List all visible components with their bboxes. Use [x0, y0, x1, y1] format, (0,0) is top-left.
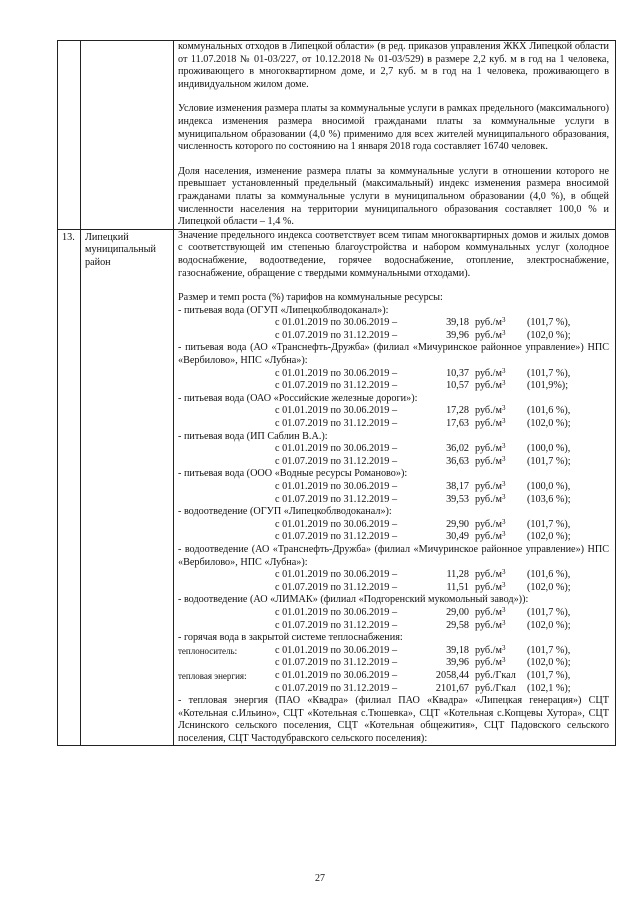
- tariff-value: 39,18: [446, 644, 469, 656]
- tariff-growth-percent: (101,7 %),: [527, 367, 571, 379]
- tariff-group-title: - питьевая вода (ОАО «Российские железные дороги»):: [178, 392, 418, 404]
- tariff-value: 11,51: [446, 581, 469, 593]
- tariff-unit-text: руб./м: [475, 619, 502, 631]
- tariff-period: с 01.01.2019 по 30.06.2019 –: [275, 606, 398, 618]
- tariff-unit: [475, 380, 505, 393]
- paragraph: Значение предельного индекса соответствует всем типам многоквартирных домов и жилых домов с соответствующей им степенью благоустройства и набором коммунальных услуг (холодное водоснабжение, водоотведение, горячее водоснабжение, отопление, электроснабжение, газоснабжение, обращение с твердыми коммунальными отходами).: [178, 229, 609, 279]
- tariff-period: с 01.07.2019 по 31.12.2019 –: [275, 581, 398, 593]
- tariff-value: 17,63: [446, 418, 469, 430]
- tariff-unit-text: руб./м: [475, 569, 502, 581]
- tariff-period: с 01.07.2019 по 31.12.2019 –: [275, 493, 398, 505]
- tariff-line: [178, 380, 609, 393]
- tariff-period: с 01.07.2019 по 31.12.2019 –: [275, 380, 398, 392]
- tariff-growth-percent: (100,0 %),: [527, 443, 571, 455]
- tariff-group-title: - горячая вода в закрытой системе теплоснабжения:: [178, 632, 403, 644]
- tariff-unit-exponent: 3: [501, 404, 506, 413]
- tariff-growth-percent: (101,7 %),: [527, 518, 571, 530]
- tariff-unit-exponent: 3: [501, 517, 506, 526]
- tariff-growth-percent: (102,0 %);: [527, 657, 571, 669]
- tariff-line-label: теплоноситель:: [178, 645, 238, 656]
- tariff-unit: [475, 645, 505, 658]
- tariff-unit-exponent: 3: [501, 568, 506, 577]
- tariff-growth-percent: (101,9%);: [527, 380, 569, 392]
- tariff-line: [178, 494, 609, 507]
- tariff-unit: [475, 418, 505, 431]
- page-number: 27: [315, 873, 325, 884]
- tariff-unit-exponent: 3: [501, 316, 506, 325]
- tariff-growth-percent: (102,0 %);: [527, 531, 571, 543]
- tariff-line: [178, 330, 609, 343]
- tariff-unit-exponent: 3: [501, 530, 506, 539]
- tariff-group-title: - питьевая вода (ООО «Водные ресурсы Романово»):: [178, 468, 408, 480]
- tariff-unit-exponent: 3: [501, 328, 506, 337]
- tariff-growth-percent: (102,0 %);: [527, 418, 571, 430]
- tariff-value: 29,90: [446, 518, 469, 530]
- tariff-unit-text: руб./м: [475, 380, 502, 392]
- tariff-unit: [475, 368, 505, 381]
- tariff-unit-exponent: 3: [501, 618, 506, 627]
- tariff-line: [178, 519, 609, 532]
- tariff-line: [178, 683, 609, 696]
- municipality-cell: [81, 41, 174, 230]
- tariff-unit: [475, 481, 505, 494]
- tariff-value: 38,17: [446, 481, 469, 492]
- tariff-unit-text: руб./м: [475, 606, 502, 618]
- tariff-value: 2101,67: [435, 682, 469, 694]
- paragraph: коммунальных отходов в Липецкой области» (в ред. приказов управления ЖКХ Липецкой области от 11.07.2018 № 01-03/227, от 10.12.2018 № 01-03/529) в размере 2,2 куб. м в год на 1 человека, проживающего в многоквартирном доме, и 2,7 куб. м в год на 1 человека, проживающего в индивидуальном жилом доме.: [178, 41, 609, 90]
- tariff-unit: [475, 569, 505, 582]
- tariff-unit-text: руб./Гкал: [475, 669, 516, 681]
- tariff-growth-percent: (102,0 %);: [527, 619, 571, 631]
- tariff-growth-percent: (101,6 %),: [527, 405, 571, 417]
- tariff-line: [178, 607, 609, 620]
- tariff-period: с 01.01.2019 по 30.06.2019 –: [275, 569, 398, 581]
- tariff-unit-text: руб./м: [475, 443, 502, 455]
- tariff-unit-exponent: 3: [501, 643, 506, 652]
- tariff-value: 39,53: [446, 493, 469, 505]
- tariff-period: с 01.01.2019 по 30.06.2019 –: [275, 367, 398, 379]
- tariffs-heading: Размер и темп роста (%) тарифов на коммунальные ресурсы:: [178, 292, 443, 304]
- tariff-value: 10,37: [446, 367, 469, 379]
- tariff-period: с 01.01.2019 по 30.06.2019 –: [275, 518, 398, 530]
- tariff-growth-percent: (101,7 %),: [527, 669, 571, 681]
- tariff-value: 39,18: [446, 317, 469, 329]
- tariff-unit-text: руб./м: [475, 367, 502, 379]
- tariff-value: 36,02: [446, 443, 469, 455]
- tariff-value: 36,63: [446, 455, 469, 467]
- tariff-value: 2058,44: [435, 669, 469, 681]
- tariff-unit-text: руб./м: [475, 481, 502, 492]
- tariff-line: [178, 645, 609, 658]
- tariff-line: [178, 620, 609, 633]
- tariff-groups: [178, 305, 609, 695]
- tariff-line: [178, 443, 609, 456]
- tariff-unit: [475, 683, 516, 696]
- tariff-value: 10,57: [446, 380, 469, 392]
- table-row-13: [58, 229, 616, 746]
- tariff-growth-percent: (103,6 %);: [527, 493, 571, 505]
- tariff-unit: [475, 582, 505, 595]
- tariff-period: с 01.01.2019 по 30.06.2019 –: [275, 481, 398, 492]
- tariff-unit: [475, 519, 505, 532]
- table-row-previous: [58, 41, 616, 230]
- tariff-unit-exponent: 3: [501, 492, 506, 501]
- tariff-period: с 01.01.2019 по 30.06.2019 –: [275, 644, 398, 656]
- tariff-unit-text: руб./м: [475, 455, 502, 467]
- tariff-unit-text: руб./м: [475, 518, 502, 530]
- tariff-growth-percent: (102,0 %);: [527, 581, 571, 593]
- tariff-group-title: - водоотведение (АО «Транснефть-Дружба» (филиал «Мичуринское районное управление») НПС «Вербилово», НПС «Лубна»):: [178, 543, 609, 568]
- tariff-unit: [475, 330, 505, 343]
- tariff-unit: [475, 456, 505, 469]
- tariff-line: [178, 481, 609, 494]
- tariff-line: [178, 456, 609, 469]
- tariff-value: 29,00: [446, 606, 469, 618]
- tariff-unit-text: руб./м: [475, 581, 502, 593]
- tariff-period: с 01.07.2019 по 31.12.2019 –: [275, 657, 398, 669]
- tariff-line: [178, 317, 609, 330]
- tariff-group-title: - водоотведение (ОГУП «Липецкоблводоканал»):: [178, 506, 392, 518]
- tariff-unit-exponent: 3: [501, 580, 506, 589]
- tariff-unit-text: руб./м: [475, 657, 502, 669]
- tariff-growth-percent: (102,0 %);: [527, 329, 571, 341]
- tariff-line: [178, 569, 609, 582]
- tariff-unit-exponent: 3: [501, 366, 506, 375]
- tariff-period: с 01.01.2019 по 30.06.2019 –: [275, 669, 398, 681]
- tariff-group-title: - питьевая вода (ИП Саблин В.А.):: [178, 430, 328, 442]
- tariff-value: 29,58: [446, 619, 469, 631]
- tariff-period: с 01.07.2019 по 31.12.2019 –: [275, 531, 398, 543]
- tariff-unit-exponent: 3: [501, 442, 506, 451]
- tariff-period: с 01.07.2019 по 31.12.2019 –: [275, 455, 398, 467]
- tariff-group-title: - питьевая вода (ОГУП «Липецкоблводоканал»):: [178, 304, 389, 316]
- tariff-unit: [475, 405, 505, 418]
- tariff-value: 17,28: [446, 405, 469, 417]
- paragraph: Условие изменения размера платы за коммунальные услуги в рамках предельного (максимального) индекса изменения размера вносимой гражданами платы за коммунальные услуги в муниципальном образовании (4,0 %) применимо для всех жителей муниципального образования, численность которого по состоянию на 1 января 2018 года составляет 16740 человек.: [178, 103, 609, 153]
- tariff-unit: [475, 670, 516, 683]
- tariff-unit-text: руб./м: [475, 493, 502, 505]
- tariff-group-title: - питьевая вода (АО «Транснефть-Дружба» (филиал «Мичуринское районное управление») НПС «Вербилово», НПС «Лубна»):: [178, 342, 609, 367]
- tariff-unit-exponent: 3: [501, 480, 506, 488]
- tariff-unit-exponent: 3: [501, 379, 506, 388]
- tariff-period: с 01.01.2019 по 30.06.2019 –: [275, 405, 398, 417]
- tariff-line: [178, 670, 609, 683]
- tariff-value: 11,28: [446, 569, 469, 581]
- tariff-period: с 01.07.2019 по 31.12.2019 –: [275, 619, 398, 631]
- tariff-growth-percent: (101,7 %),: [527, 606, 571, 618]
- tariff-line: [178, 657, 609, 670]
- tariff-unit-exponent: 3: [501, 605, 506, 614]
- tariff-unit: [475, 607, 505, 620]
- tariff-unit: [475, 620, 505, 633]
- row-number: 13.: [58, 229, 81, 746]
- tariff-unit: [475, 531, 505, 544]
- tariff-line-label: тепловая энергия:: [178, 670, 247, 681]
- tariff-growth-percent: (100,0 %),: [527, 481, 571, 492]
- tariff-line: [178, 531, 609, 544]
- tariff-unit-text: руб./Гкал: [475, 682, 516, 694]
- tariff-unit-text: руб./м: [475, 329, 502, 341]
- paragraph: - тепловая энергия (ПАО «Квадра» (филиал ПАО «Квадра» «Липецкая генерация») СЦТ «Котельная с.Ильино», СЦТ «Котельная с.Тюшевка», СЦТ «Котельная с.Копцевы Хутора», СЦТ Лснинского сельского поселения, СЦТ «Котельная общежития», СЦТ Падовского сельского поселения, СЦТ Частодубравского сельского поселения):: [178, 695, 609, 744]
- tariff-table: [57, 40, 616, 746]
- tariff-growth-percent: (101,7 %),: [527, 317, 571, 329]
- tariff-period: с 01.01.2019 по 30.06.2019 –: [275, 317, 398, 329]
- tariff-period: с 01.01.2019 по 30.06.2019 –: [275, 443, 398, 455]
- tariff-unit-exponent: 3: [501, 656, 506, 665]
- tariff-period: с 01.07.2019 по 31.12.2019 –: [275, 418, 398, 430]
- row-number-cell: [58, 41, 81, 230]
- tariff-growth-percent: (101,7 %),: [527, 644, 571, 656]
- tariff-unit: [475, 443, 505, 456]
- row-content-cell: [174, 41, 616, 230]
- tariff-unit: [475, 657, 505, 670]
- tariff-value: 39,96: [446, 329, 469, 341]
- tariff-unit-text: руб./м: [475, 531, 502, 543]
- tariff-period: с 01.07.2019 по 31.12.2019 –: [275, 682, 398, 694]
- tariff-growth-percent: (101,7 %);: [527, 455, 571, 467]
- row-content-cell: [174, 229, 616, 746]
- tariff-unit-text: руб./м: [475, 405, 502, 417]
- tariff-unit: [475, 317, 505, 330]
- tariff-period: с 01.07.2019 по 31.12.2019 –: [275, 329, 398, 341]
- tariff-unit-exponent: 3: [501, 417, 506, 426]
- tariff-growth-percent: (102,1 %);: [527, 682, 571, 694]
- tariff-unit: [475, 494, 505, 507]
- tariff-unit-text: руб./м: [475, 317, 502, 329]
- tariff-line: [178, 582, 609, 595]
- tariff-value: 30,49: [446, 531, 469, 543]
- tariff-unit-exponent: 3: [501, 454, 506, 463]
- tariff-group-title: - водоотведение (АО «ЛИМАК» (филиал «Подгоренский мукомольный завод»)):: [178, 594, 529, 606]
- paragraph: Доля населения, изменение размера платы за коммунальные услуги в отношении которого не превышает установленный предельный (максимальный) индекс изменения размера вносимой гражданами платы за коммунальные услуги в муниципальном образовании (4,0 %), в общей численности населения на территории муниципального образования составляет 100,0 % и Липецкой области – 1,4 %.: [178, 165, 609, 228]
- tariff-unit-text: руб./м: [475, 644, 502, 656]
- tariff-line: [178, 368, 609, 381]
- municipality-name: Липецкий муниципальный район: [81, 229, 174, 746]
- tariff-growth-percent: (101,6 %),: [527, 569, 571, 581]
- tariff-line: [178, 405, 609, 418]
- tariff-value: 39,96: [446, 657, 469, 669]
- tariff-line: [178, 418, 609, 431]
- tariff-unit-text: руб./м: [475, 418, 502, 430]
